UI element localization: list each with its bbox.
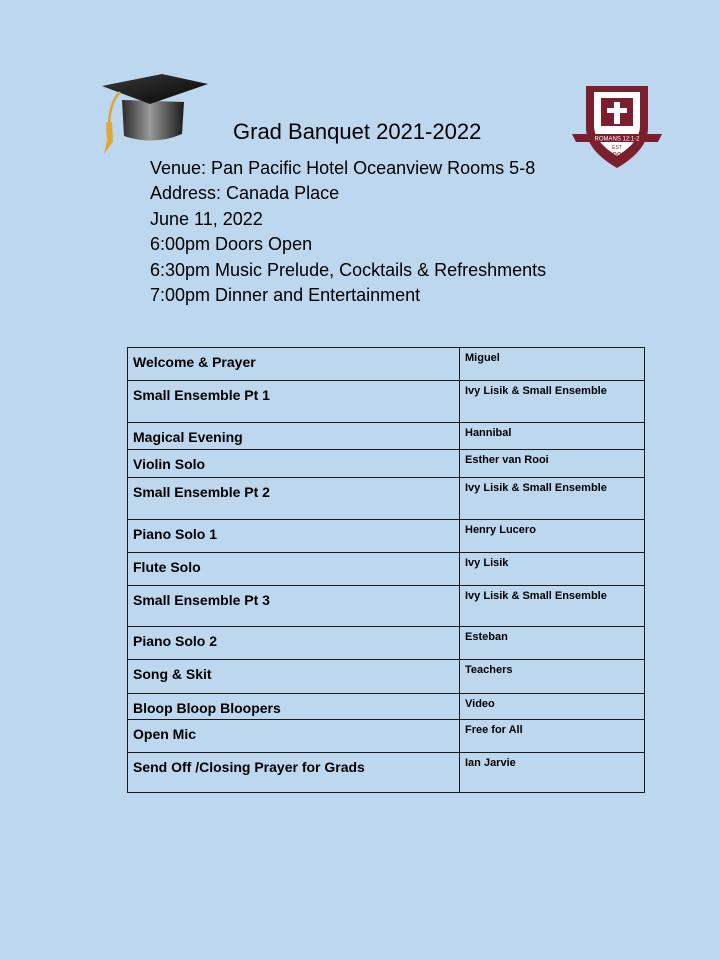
performer-name: Esther van Rooi	[460, 450, 645, 478]
address-line: Address: Canada Place	[150, 183, 340, 204]
performer-name: Miguel	[460, 348, 645, 381]
table-row	[128, 381, 645, 423]
act-name: Magical Evening	[128, 423, 460, 450]
act-name: Send Off /Closing Prayer for Grads	[128, 753, 460, 793]
table-row	[128, 627, 645, 660]
performer-name: Esteban	[460, 627, 645, 660]
doors-open-line: 6:00pm Doors Open	[150, 234, 313, 255]
table-row	[128, 753, 645, 793]
school-crest-icon	[570, 82, 664, 172]
page-title: Grad Banquet 2021-2022	[233, 119, 482, 144]
performer-name: Ian Jarvie	[460, 753, 645, 793]
table-row	[128, 720, 645, 753]
performer-name: Hannibal	[460, 423, 645, 450]
performer-name: Free for All	[460, 720, 645, 753]
performer-name: Ivy Lisik	[460, 553, 645, 586]
act-name: Piano Solo 1	[128, 520, 460, 553]
table-row	[128, 553, 645, 586]
dinner-line: 7:00pm Dinner and Entertainment	[150, 285, 421, 306]
act-name: Small Ensemble Pt 1	[128, 381, 460, 423]
act-name: Small Ensemble Pt 3	[128, 586, 460, 627]
table-row	[128, 660, 645, 694]
performer-name: Ivy Lisik & Small Ensemble	[460, 381, 645, 423]
table-row	[128, 348, 645, 381]
act-name: Welcome & Prayer	[128, 348, 460, 381]
table-row	[128, 450, 645, 478]
table-row	[128, 520, 645, 553]
crest-banner-text: ROMANS 12:1-2	[594, 136, 640, 143]
act-name: Small Ensemble Pt 2	[128, 478, 460, 520]
program-table	[127, 347, 645, 793]
act-name: Flute Solo	[128, 553, 460, 586]
event-details	[150, 156, 546, 308]
performer-name: Teachers	[460, 660, 645, 694]
crest-year: 1992	[608, 151, 626, 160]
performer-name: Video	[460, 694, 645, 720]
table-row	[128, 586, 645, 627]
prelude-line: 6:30pm Music Prelude, Cocktails & Refreshments	[150, 259, 547, 280]
act-name: Violin Solo	[128, 450, 460, 478]
act-name: Bloop Bloop Bloopers	[128, 694, 460, 720]
performer-name: Henry Lucero	[460, 520, 645, 553]
act-name: Open Mic	[128, 720, 460, 753]
table-row	[128, 478, 645, 520]
act-name: Song & Skit	[128, 660, 460, 694]
graduation-cap-icon	[100, 72, 212, 160]
performer-name: Ivy Lisik & Small Ensemble	[460, 586, 645, 627]
crest-est-label: EST	[612, 145, 622, 151]
venue-line: Venue: Pan Pacific Hotel Oceanview Rooms 5-8	[150, 158, 536, 178]
table-row	[128, 423, 645, 450]
table-row	[128, 694, 645, 720]
date-line: June 11, 2022	[150, 208, 263, 229]
performer-name: Ivy Lisik & Small Ensemble	[460, 478, 645, 520]
act-name: Piano Solo 2	[128, 627, 460, 660]
